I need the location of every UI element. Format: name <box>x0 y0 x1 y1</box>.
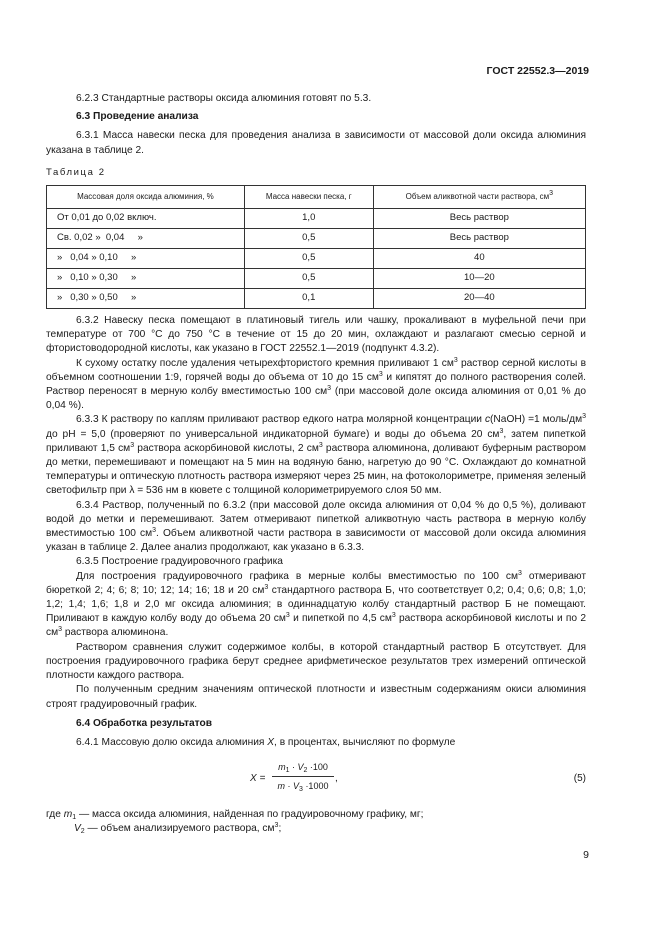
formula-5 <box>46 760 586 800</box>
table-header-cell: Массовая доля оксида алюминия, % <box>47 186 245 209</box>
table-2 <box>46 185 586 309</box>
where-m1: где $m_1$ — масса оксида алюминия, найденная по градуировочному графику, мг; <box>46 809 424 822</box>
paragraph-6-3-4: 6.3.4 Раствор, полученный по 6.3.2 (при массовой доле оксида алюминия от 0,04 % до 0,5 %), доливают водой до метки и перемешивают. Затем отмеривают пипеткой аликвотную часть раствора в мерную колбу вместимостью 100 $см^3$. Объем аликвотной части раствора в зависимости от массовой доли оксида алюминия указан в таблице 2. Далее анализ продолжают, как указано в 6.3.3. <box>46 499 586 554</box>
table-row <box>47 209 586 229</box>
table-cell: Св. 0,02 » 0,04 » <box>47 229 245 249</box>
paragraph-6-3-1: 6.3.1 Масса навески песка для проведения анализа в зависимости от массовой доли оксида алюминия указана в таблице 2. <box>46 130 586 156</box>
table-header-row <box>47 186 586 209</box>
formula-denominator: $m \cdot V_3 \cdot 1000$ <box>277 781 329 794</box>
table-cell: 1,0 <box>244 209 373 229</box>
paragraph-6-3-3: 6.3.3 К раствору по каплям приливают раствор едкого натра молярной концентрации c(NaOH) =1 моль/$дм^3$ до pH = 5,0 (проверяют по универсальной индикаторной бумаге) и воды до объема 20 $см^3$, затем пипеткой приливают 1,5 $см^3$ раствора аскорбиновой кислоты, 2 $см^3$ раствора алюминона, доливают буферным раствором до метки, перемешивают и помещают на 5 мин на водяную баню, нагретую до 90 °С. Охлаждают до комнатной температуры и оптическую плотность раствора измеряют через 25 мин, на фотоколориметре, применяя зеленый светофильтр при λ = 536 нм в кювете с толщиной колориметрируемого слоя 50 мм. <box>46 413 587 497</box>
table-cell: » 0,10 » 0,30 » <box>47 269 245 289</box>
heading-6-3: 6.3 Проведение анализа <box>76 111 199 123</box>
document-body <box>46 92 586 837</box>
table-cell: 20—40 <box>373 289 585 309</box>
table-cell: 0,5 <box>244 249 373 269</box>
table-cell: От 0,01 до 0,02 включ. <box>47 209 245 229</box>
table-cell: 0,5 <box>244 229 373 249</box>
table-row <box>47 269 586 289</box>
table-caption: Таблица 2 <box>46 166 106 178</box>
where-v2: $V_2$ — объем анализируемого раствора, $см^3$; <box>74 822 282 836</box>
formula-fraction <box>272 760 334 793</box>
table-header-cell: Объем аликвотной части раствора, $см^3$ <box>373 186 585 209</box>
table-cell: 40 <box>373 249 585 269</box>
table-cell: » 0,04 » 0,10 » <box>47 249 245 269</box>
table-cell: 0,5 <box>244 269 373 289</box>
paragraph-6-3-5: 6.3.5 Построение градуировочного графика <box>76 556 283 568</box>
paragraph-6-3-5-calibration: Для построения градуировочного графика в мерные колбы вместимостью по 100 $см^3$ отмеривают бюреткой 2; 4; 6; 8; 10; 12; 14; 16; 18 и 20 $см^3$ стандартного раствора Б, что соответствует 0,2; 0,4; 0,6; 0,8; 1,0; 1,2; 1,4; 1,6; 1,8 и 2,0 мг оксида алюминия; в одиннадцатую колбу стандартный раствор Б не помещают. Приливают в каждую колбу воду до объема 20 $см^3$ и пипеткой по 4,5 $см^3$ раствора аскорбиновой кислоты и по 2 $см^3$ раствора алюминона. <box>46 569 586 639</box>
paragraph-6-4-1: 6.4.1 Массовую долю оксида алюминия X, в процентах, вычисляют по формуле <box>76 736 456 748</box>
paragraph-6-3-5-graph: По полученным средним значениям оптической плотности и известным содержаниям окиси алюминия строят градуировочный график. <box>46 684 586 710</box>
page-number: 9 <box>583 849 589 861</box>
paragraph-6-3-2: 6.3.2 Навеску песка помещают в платиновый тигель или чашку, прокаливают в муфельной печи при температуре от 700 °С до 750 °С в течение от 15 до 20 мин, охлаждают и разлагают смесью серной и фтористоводородной кислоты, как указано в ГОСТ 22552.1—2019 (подпункт 4.3.2). <box>46 315 586 355</box>
formula-numerator: $m_1 \cdot V_2 \cdot 100$ <box>272 760 334 777</box>
document-header: ГОСТ 22552.3—2019 <box>486 65 589 77</box>
table-cell: Весь раствор <box>373 209 585 229</box>
table-header-cell: Масса навески песка, г <box>244 186 373 209</box>
paragraph-6-3-5-reference: Раствором сравнения служит содержимое колбы, в которой стандартный раствор Б отсутствует. Для построения градуировочного графика берут среднее арифметическое результатов трех измерений оптической плотности каждого раствора. <box>46 641 586 682</box>
formula-lhs: X = <box>250 773 266 785</box>
formula-comma: , <box>335 773 338 785</box>
table-row <box>47 249 586 269</box>
table-cell: Весь раствор <box>373 229 585 249</box>
heading-6-4: 6.4 Обработка результатов <box>76 717 213 729</box>
table-cell: 10—20 <box>373 269 585 289</box>
table-cell: 0,1 <box>244 289 373 309</box>
table-row <box>47 229 586 249</box>
paragraph-6-2-3: 6.2.3 Стандартные растворы оксида алюминия готовят по 5.3. <box>76 93 372 104</box>
formula-number: (5) <box>573 773 586 785</box>
table-row <box>47 289 586 309</box>
table-cell: » 0,30 » 0,50 » <box>47 289 245 309</box>
paragraph-6-3-2-continued: К сухому остатку после удаления четырехфтористого кремния приливают 1 $см^3$ раствор серной кислоты в объемном соотношении 1:9, горячей воды до объема от 10 до 15 $см^3$ и кипятят до полного растворения солей. Раствор переносят в мерную колбу вместимостью 100 $см^3$ (при массовой доле оксида алюминия от 0,01 % до 0,04 %). <box>46 356 587 412</box>
